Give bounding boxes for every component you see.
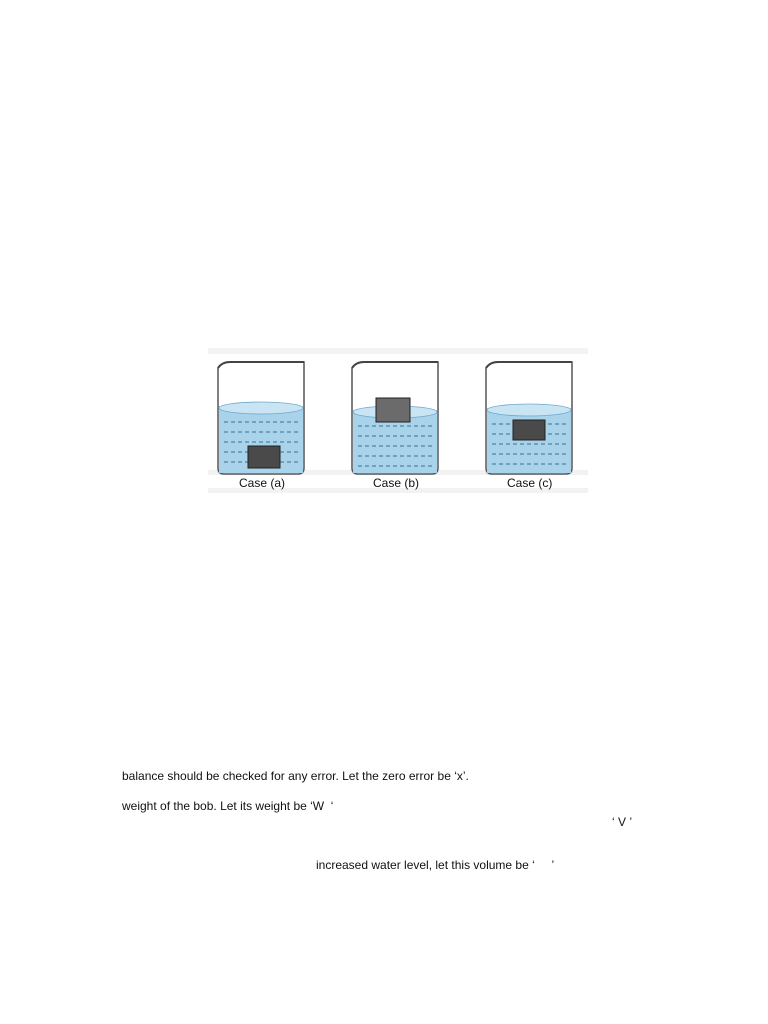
beaker-case-b [352, 362, 438, 490]
text-line-4: increased water level, let this volume be ‘ ’ [316, 858, 555, 872]
block-sunk [248, 446, 280, 468]
caption-case-a: Case (a) [239, 476, 286, 490]
text-line-2: weight of the bob. Let its weight be ‘W ‘ [122, 799, 334, 813]
text-line-3: ‘ V ’ [612, 815, 633, 829]
beaker-case-a [218, 362, 304, 490]
block-floating [376, 398, 410, 422]
beakers-figure [200, 340, 600, 510]
caption-case-b: Case (b) [373, 476, 420, 490]
caption-case-c: Case (c) [507, 476, 553, 490]
beakers-illustration [200, 340, 600, 510]
beaker-case-c [486, 362, 572, 490]
text-line-1: balance should be checked for any error. Let the zero error be ‘x’. [122, 769, 469, 783]
block-suspended [513, 420, 545, 440]
